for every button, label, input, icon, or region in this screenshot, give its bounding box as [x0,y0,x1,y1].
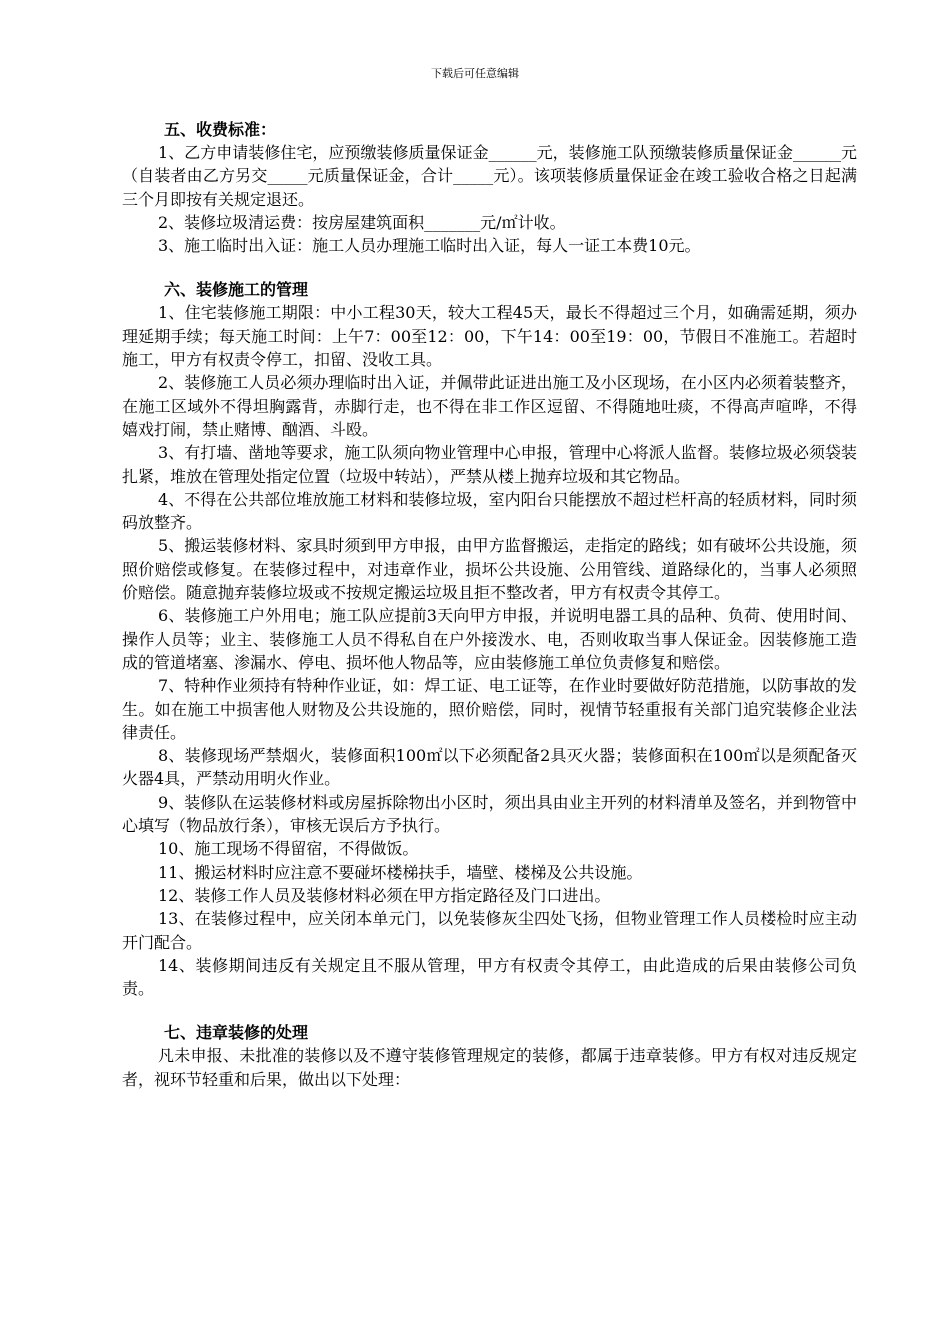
paragraph: 2、装修垃圾清运费：按房屋建筑面积_______元/㎡计收。 [158,212,566,232]
section-fees [122,118,857,257]
paragraph: 1、住宅装修施工期限：中小工程30天，较大工程45天，最长不得超过三个月，如确需延期，须办理延期手续；每天施工时间：上午7：00至12：00，下午14：00至19：00，节假日不准施工。若超时施工，甲方有权责令停工，扣留、没收工具。 [122,303,857,370]
paragraph: 10、施工现场不得留宿，不得做饭。 [158,839,419,859]
paragraph: 4、不得在公共部位堆放施工材料和装修垃圾，室内阳台只能摆放不超过栏杆高的轻质材料，同时须码放整齐。 [122,489,857,533]
paragraph: 3、有打墙、凿地等要求，施工队须向物业管理中心申报，管理中心将派人监督。装修垃圾必须袋装扎紧，堆放在管理处指定位置（垃圾中转站），严禁从楼上抛弃垃圾和其它物品。 [122,443,857,486]
paragraph: 5、搬运装修材料、家具时须到甲方申报，由甲方监督搬运，走指定的路线；如有破坏公共设施，须照价赔偿或修复。在装修过程中，对违章作业，损坏公共设施、公用管线、道路绿化的，当事人必须照价赔偿。随意抛弃装修垃圾或不按规定搬运垃圾且拒不整改者，甲方有权责令其停工。 [122,536,857,603]
section-heading: 五、收费标准： [164,120,277,139]
section-heading: 六、装修施工的管理 [164,280,309,300]
paragraph: 凡未申报、未批准的装修以及不遵守装修管理规定的装修，都属于违章装修。甲方有权对违反规定者，视环节轻重和后果，做出以下处理： [122,1046,857,1089]
paragraph: 14、装修期间违反有关规定且不服从管理，甲方有权责令其停工，由此造成的后果由装修公司负责。 [122,955,857,999]
paragraph: 6、装修施工户外用电；施工队应提前3天向甲方申报，并说明电器工具的品种、负荷、使用时间、操作人员等；业主、装修施工人员不得私自在户外接泼水、电，否则收取当事人保证金。因装修施工造成的管道堵塞、渗漏水、停电、损坏他人物品等，应由装修施工单位负责修复和赔偿。 [122,606,857,672]
paragraph: 7、特种作业须持有特种作业证，如：焊工证、电工证等，在作业时要做好防范措施，以防事故的发生。如在施工中损害他人财物及公共设施的，照价赔偿，同时，视情节轻重报有关部门追究装修企业法律责任。 [122,676,857,742]
section-violations [122,1021,857,1091]
paragraph: 9、装修队在运装修材料或房屋拆除物出小区时，须出具由业主开列的材料清单及签名，并到物管中心填写（物品放行条），审核无误后方予执行。 [122,792,857,836]
document-body [122,118,857,1112]
section-construction-management [122,278,857,1000]
paragraph: 13、在装修过程中，应关闭本单元门，以免装修灰尘四处飞扬，但物业管理工作人员楼检时应主动开门配合。 [122,909,857,952]
paragraph: 11、搬运材料时应注意不要碰坏楼梯扶手，墙壁、楼梯及公共设施。 [158,862,643,882]
paragraph: 8、装修现场严禁烟火，装修面积100㎡以下必须配备2具灭火器；装修面积在100㎡以是须配备灭火器4具，严禁动用明火作业。 [122,746,857,789]
paragraph: 2、装修施工人员必须办理临时出入证，并佩带此证进出施工及小区现场，在小区内必须着装整齐，在施工区域外不得坦胸露背，赤脚行走，也不得在非工作区逗留、不得随地吐痰，不得高声喧哗，不得嬉戏打闹，禁止赌博、酗酒、斗殴。 [122,373,857,439]
paragraph: 3、施工临时出入证：施工人员办理施工临时出入证，每人一证工本费10元。 [158,236,701,256]
section-heading: 七、违章装修的处理 [164,1023,309,1043]
page-header: 下载后可任意编辑 [431,67,519,80]
paragraph: 1、乙方申请装修住宅，应预缴装修质量保证金______元，装修施工队预缴装修质量保证金______元（自装者由乙方另交_____元质量保证金，合计_____元）。该项装修质量保证金在竣工验收合格之日起满三个月即按有关规定退还。 [122,143,857,209]
paragraph: 12、装修工作人员及装修材料必须在甲方指定路径及门口进出。 [158,885,611,905]
